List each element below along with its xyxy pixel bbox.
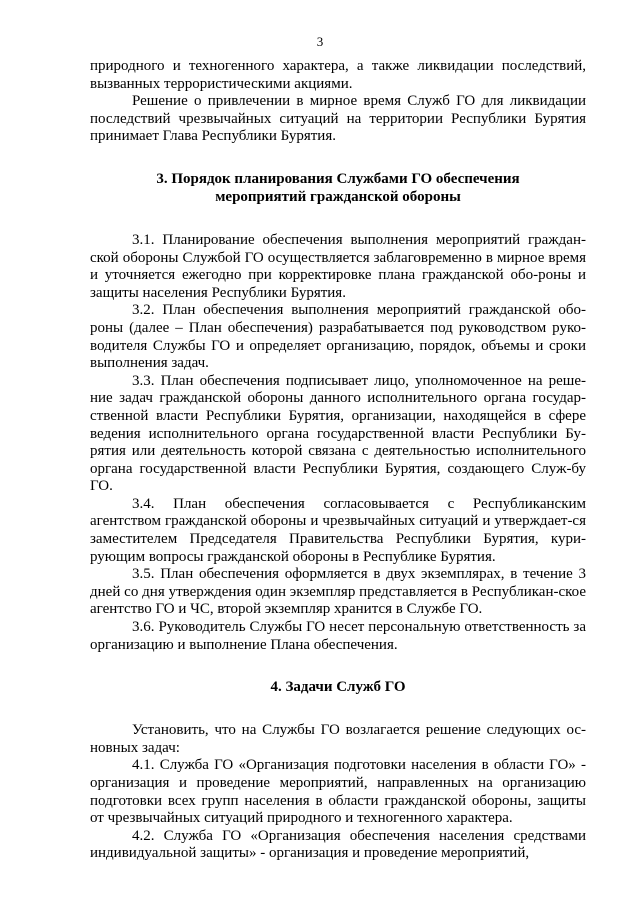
paragraph-decision: Решение о привлечении в мирное время Служб ГО для ликвидации последствий чрезвычайных ситуаций на территории Республики Бурятия принимает Глава Республики Бурятия. [90, 93, 586, 145]
paragraph-3-4: 3.4. План обеспечения согласовывается с Республиканским агентством гражданской обороны и чрезвычайных ситуаций и утверждает-ся заместителем Председателя Правительства Республики Бурятия, кури-рующим вопросы гражданской обороны в Республике Бурятия. [90, 495, 586, 565]
paragraph-3-5: 3.5. План обеспечения оформляется в двух экземплярах, в течение 3 дней со дня утверждения один экземпляр представляется в Республикан-ское агентство ГО и ЧС, второй экземпляр хранится в Службе ГО. [90, 566, 586, 618]
section-3-heading [90, 170, 586, 206]
paragraph-3-2: 3.2. План обеспечения выполнения мероприятий гражданской обо-роны (далее – План обеспечения) разрабатывается под руководством руко-водителя Службы ГО и определяет организацию, порядок, объемы и сроки выполнения задач. [90, 302, 586, 372]
document-body [90, 58, 586, 863]
page-number: 3 [316, 34, 324, 49]
section-3-heading-line1: 3. Порядок планирования Службами ГО обеспечения [156, 170, 520, 187]
paragraph-continuation: природного и техногенного характера, а также ликвидации последствий, вызванных террористическими акциями. [90, 58, 586, 92]
section-3-heading-line2: мероприятий гражданской обороны [215, 188, 461, 205]
paragraph-4-1: 4.1. Служба ГО «Организация подготовки населения в области ГО» - организация и проведение мероприятий, направленных на организацию подготовки всех групп населения в области гражданской обороны, защиты от чрезвычайных ситуаций природного и техногенного характера. [90, 757, 586, 827]
paragraph-4-intro: Установить, что на Службы ГО возлагается решение следующих ос-новных задач: [90, 722, 586, 756]
paragraph-3-3: 3.3. План обеспечения подписывает лицо, уполномоченное на реше-ние задач гражданской обороны данного исполнительного органа государ-ственной власти Республики Бурятия, организации, находящейся в сфере ведения исполнительного органа государственной власти Республики Бу-рятия или деятельность которой связана с деятельностью исполнительного органа государственной власти Республики Бурятия, создающего Служ-бу ГО. [90, 372, 586, 495]
paragraph-4-2: 4.2. Служба ГО «Организация обеспечения населения средствами индивидуальной защиты» - организация и проведение мероприятий, [90, 827, 586, 862]
paragraph-3-1: 3.1. Планирование обеспечения выполнения мероприятий граждан-ской обороны Службой ГО осуществляется заблаговременно в мирное время и уточняется ежегодно при корректировке плана гражданской обо-роны и защиты населения Республики Бурятия. [90, 231, 586, 301]
section-4-heading: 4. Задачи Служб ГО [270, 679, 406, 696]
paragraph-3-6: 3.6. Руководитель Службы ГО несет персональную ответственность за организацию и выполнение Плана обеспечения. [90, 619, 586, 653]
